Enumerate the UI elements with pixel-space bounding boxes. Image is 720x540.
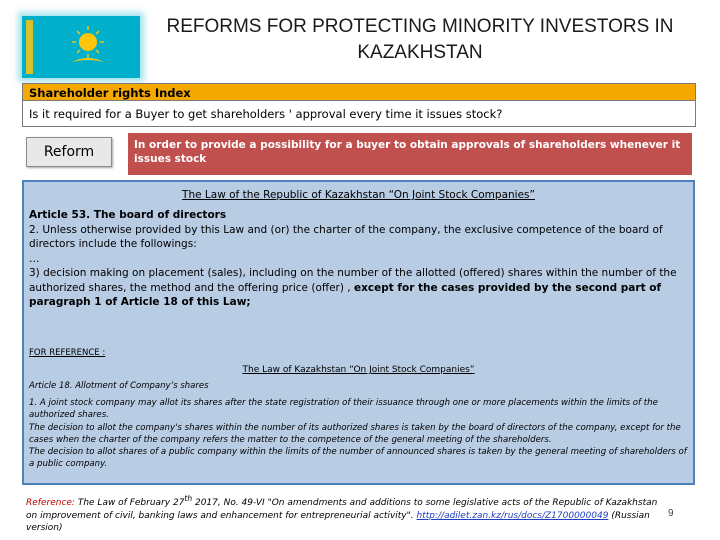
kazakhstan-flag-icon [22, 16, 140, 78]
reference-body [29, 397, 687, 471]
reference-law-title: The Law of Kazakhstan “On Joint Stock Companies” [242, 365, 475, 375]
page-number: 9 [668, 508, 674, 519]
reference-paragraph-1: 1. A joint stock company may allot its shares after the state registration of their issuance through one or more placements within the limits of the authorized shares. [29, 398, 658, 421]
law-ellipsis: … [29, 252, 40, 265]
reference-paragraph-3: The decision to allot shares of a public company within the limits of the number of announced shares is taken by the general meeting of shareholders of a public company. [29, 447, 687, 470]
law-article-heading: Article 53. The board of directors [29, 209, 227, 221]
reference-paragraph-2: The decision to allot the company's shares within the number of its authorized shares is taken by the board of directors of the company, except for the cases when the charter of the company refers the matter to the competence of the general meeting of the shareholders. [29, 422, 681, 445]
reform-label: Reform [26, 137, 112, 167]
flag-emblem-icon [22, 16, 140, 78]
law-excerpt-box [22, 180, 695, 485]
footer-reference-label: Reference: [26, 498, 75, 508]
law-para3-exception: except for the cases provided by the second part of paragraph 1 of Article 18 of this Law; [29, 281, 662, 308]
footer-text-c: (Russian version) [26, 510, 650, 533]
law-para3-text: 3) decision making on placement (sales), including on the number of the allotted (offered) shares within the number of the authorized shares, the method and the offering price (offer) , [29, 267, 677, 294]
index-name: Shareholder rights Index [22, 83, 696, 101]
reference-article: Article 18. Allotment of Company’s shares [29, 381, 209, 391]
law-paragraph-2: 2. Unless otherwise provided by this Law and (or) the charter of the company, the exclusive competence of the board of directors include the followings: [29, 223, 663, 250]
footer-text-b: 2017, No. 49-VI "On amendments and additions to some legislative acts of the Republic of Kazakhstan on improvement of civil, banking laws and enhancement for entrepreneurial activity". [26, 498, 658, 521]
law-body [29, 208, 687, 310]
law-paragraph-3 [29, 266, 687, 310]
footer-reference [26, 493, 666, 535]
law-title: The Law of the Republic of Kazakhstan “On Joint Stock Companies” [182, 189, 535, 201]
reference-heading: FOR REFERENCE : [29, 348, 106, 358]
page-title: REFORMS FOR PROTECTING MINORITY INVESTORS IN KAZAKHSTAN [166, 16, 674, 63]
footer-text-sup: th [184, 494, 193, 503]
reform-description: In order to provide a possibility for a buyer to obtain approvals of shareholders whenever it issues stock [128, 133, 692, 175]
footer-text-a: The Law of February 27 [74, 498, 185, 508]
footer-link[interactable]: http://adilet.zan.kz/rus/docs/Z1700000049 [416, 510, 609, 521]
index-question: Is it required for a Buyer to get shareholders ' approval every time it issues stock? [22, 101, 696, 127]
